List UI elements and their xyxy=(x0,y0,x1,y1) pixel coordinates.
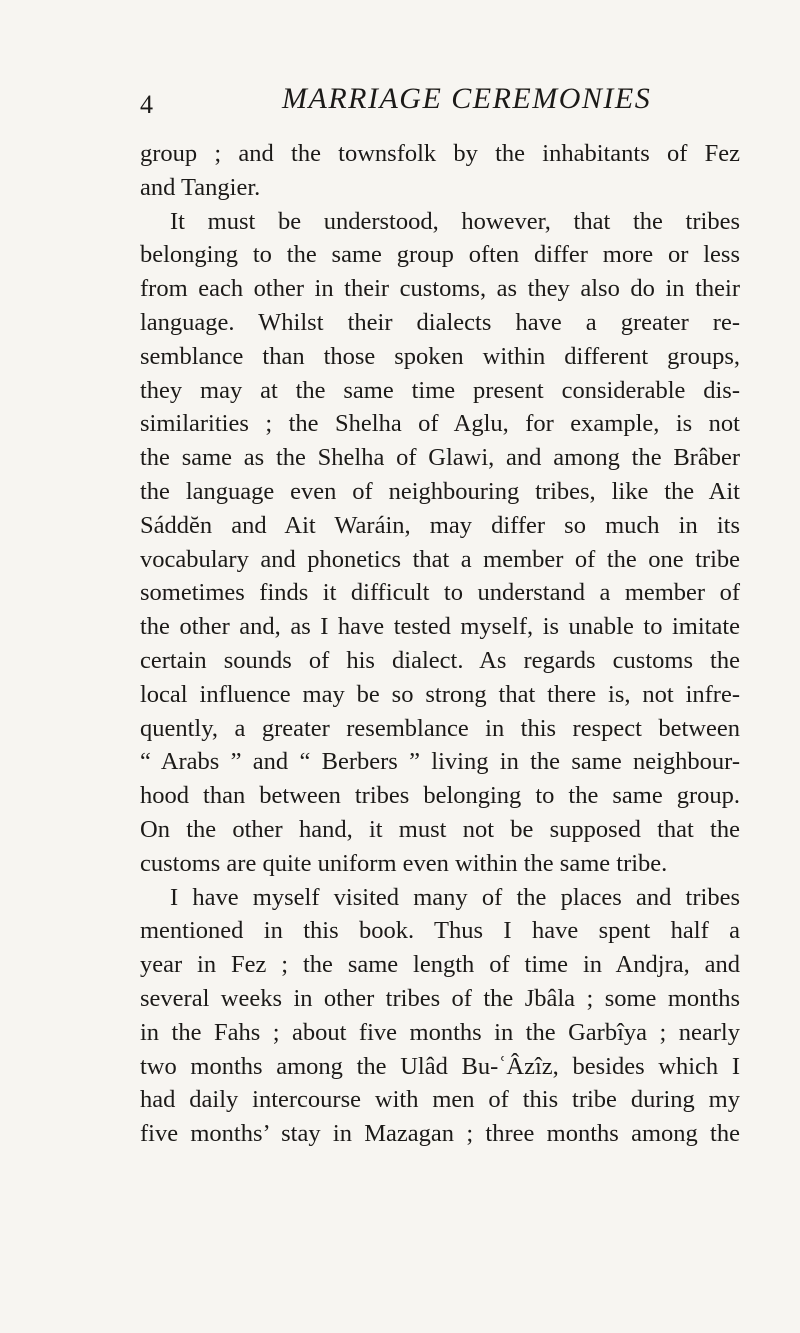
text-line: language. Whilst their dialects have a greater re- xyxy=(140,308,740,336)
text-line: sometimes finds it difficult to understand a member of xyxy=(140,579,740,607)
text-line: similarities ; the Shelha of Aglu, for example, is not xyxy=(140,410,740,438)
text-line: vocabulary and phonetics that a member of the one tribe xyxy=(140,545,740,573)
text-line: the same as the Shelha of Glawi, and among the Brâber xyxy=(140,444,740,472)
text-line: hood than between tribes belonging to the same group. xyxy=(140,782,740,810)
running-head: MARRIAGE CEREMONIES xyxy=(282,82,652,115)
text-line: Sáddĕn and Ait Waráin, may differ so much in its xyxy=(140,511,740,539)
text-line: On the other hand, it must not be supposed that the xyxy=(140,815,740,843)
text-line: belonging to the same group often differ more or less xyxy=(140,241,740,269)
text-line: semblance than those spoken within different groups, xyxy=(140,342,740,370)
body-text xyxy=(140,137,740,1151)
text-line: local influence may be so strong that there is, not infre- xyxy=(140,680,740,708)
text-line: several weeks in other tribes of the Jbâla ; some months xyxy=(140,984,740,1012)
text-line: and Tangier. xyxy=(140,173,261,201)
page-header xyxy=(0,82,800,122)
text-line: two months among the Ulâd Bu-ʿÂzîz, besides which I xyxy=(140,1052,740,1080)
text-line: certain sounds of his dialect. As regards customs the xyxy=(140,646,740,674)
text-line: It must be understood, however, that the tribes xyxy=(170,207,740,235)
text-line: mentioned in this book. Thus I have spent half a xyxy=(140,917,740,945)
text-line: group ; and the townsfolk by the inhabitants of Fez xyxy=(140,140,740,167)
text-line: customs are quite uniform even within the same tribe. xyxy=(140,849,668,877)
text-line: the other and, as I have tested myself, is unable to imitate xyxy=(140,613,740,641)
text-line: quently, a greater resemblance in this respect between xyxy=(140,714,740,742)
text-line: they may at the same time present considerable dis- xyxy=(140,376,740,404)
page-number: 4 xyxy=(140,90,153,119)
text-line: I have myself visited many of the places and tribes xyxy=(170,883,740,911)
text-line: from each other in their customs, as they also do in their xyxy=(140,275,740,303)
text-line: had daily intercourse with men of this tribe during my xyxy=(140,1086,740,1114)
text-line: in the Fahs ; about five months in the Garbîya ; nearly xyxy=(140,1018,740,1046)
text-line: five months’ stay in Mazagan ; three months among the xyxy=(140,1120,740,1148)
text-line: “ Arabs ” and “ Berbers ” living in the same neighbour- xyxy=(140,748,740,776)
text-line: the language even of neighbouring tribes, like the Ait xyxy=(140,477,740,505)
text-line: year in Fez ; the same length of time in Andjra, and xyxy=(140,951,740,979)
